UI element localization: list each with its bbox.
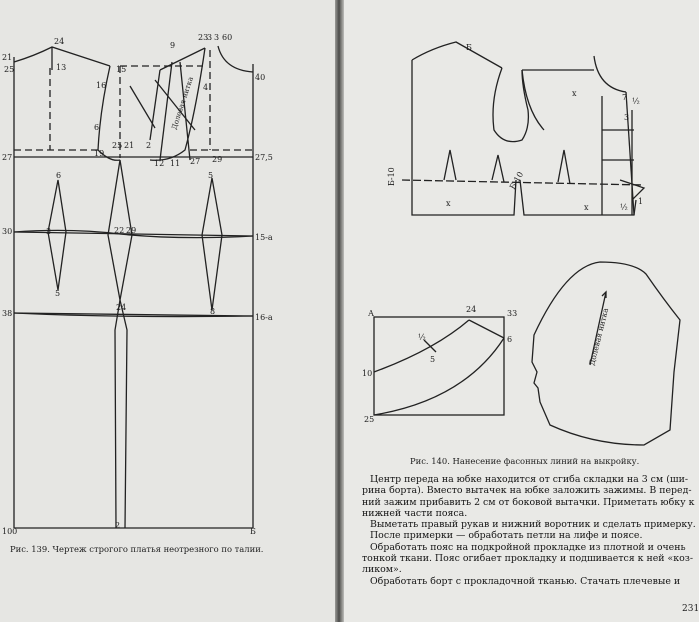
body-line-9: ликом». xyxy=(362,564,402,576)
label-b10b: Б-10 xyxy=(507,170,526,191)
label-29: 29 xyxy=(212,155,223,164)
label-275: 27,5 xyxy=(255,153,273,162)
label-25t: 25 xyxy=(4,65,15,74)
label-3r: 3 xyxy=(624,113,630,122)
body-line-5: Выметать правый рукав и нижний воротник и сделать примерку. xyxy=(370,519,696,531)
label-2b: 2 xyxy=(115,521,121,530)
label-b10: Б-10 xyxy=(387,167,396,186)
label-2: 2 xyxy=(146,141,152,150)
label-7: 7 xyxy=(622,93,628,102)
label-3b: 3 xyxy=(214,33,220,42)
label-38: 38 xyxy=(2,309,13,318)
label-4: 4 xyxy=(203,83,209,92)
label-3: 3 xyxy=(207,33,213,42)
figure-140-drawing xyxy=(344,0,699,455)
label-b: Б xyxy=(466,43,472,52)
label-a: А xyxy=(368,309,375,318)
label-13: 13 xyxy=(56,63,67,72)
body-line-1: Центр переда на юбке находится от сгиба складки на 3 см (ши- xyxy=(370,474,688,485)
body-line-7: Обработать пояс на подкройной прокладке из плотной и очень xyxy=(370,541,686,553)
label-24: 24 xyxy=(54,37,65,46)
label-25: 25 xyxy=(364,415,375,424)
grain-text-140: Долевая нитка xyxy=(587,307,611,367)
label-x1: х xyxy=(446,199,451,208)
label-24b: 24 xyxy=(116,303,127,312)
label-21b: 21 xyxy=(124,141,135,150)
label-40: 40 xyxy=(255,73,266,82)
label-3c: 3 xyxy=(46,227,52,236)
label-5: 5 xyxy=(208,171,214,180)
left-page xyxy=(0,0,335,622)
body-line-4: нижней части пояса. xyxy=(362,507,468,519)
label-6b: 6 xyxy=(56,171,62,180)
body-line-10: Обработать борт с прокладочной тканью. Стачать плечевые и xyxy=(370,575,681,587)
figure-139-drawing xyxy=(0,0,335,560)
label-6: 6 xyxy=(94,123,100,132)
book-gutter xyxy=(335,0,344,622)
label-23: 23 xyxy=(198,33,209,42)
label-15: 15 xyxy=(116,65,127,74)
label-frac: ½ xyxy=(418,333,426,342)
right-page xyxy=(344,0,699,622)
body-text xyxy=(362,474,698,587)
label-8: 8 xyxy=(210,307,216,316)
label-11: 11 xyxy=(170,159,181,168)
label-24: 24 xyxy=(466,305,477,314)
label-10: 10 xyxy=(362,369,373,378)
label-30: 30 xyxy=(2,227,13,236)
label-one: 1 xyxy=(638,197,644,206)
label-b: Б xyxy=(250,527,256,536)
page-number: 231 xyxy=(682,604,699,614)
label-165: 16-a xyxy=(255,313,273,322)
figure-139-caption: Рис. 139. Чертеж строгого платья неотрезного по талии. xyxy=(10,544,264,554)
label-25: 25 xyxy=(112,141,123,150)
label-12: 12 xyxy=(154,159,165,168)
label-29b: 29 xyxy=(126,226,137,235)
label-21: 21 xyxy=(2,53,13,62)
label-x3: х xyxy=(584,203,589,212)
label-5b: 5 xyxy=(55,289,61,298)
label-x2: х xyxy=(572,89,577,98)
body-line-8: тонкой ткани. Пояс огибает прокладку и подшивается к ней «коз- xyxy=(362,553,694,565)
body-line-3: ний зажим прибавить 2 см от боковой вытачки. Приметать юбку к xyxy=(362,496,695,508)
label-19: 19 xyxy=(94,149,105,158)
label-6: 6 xyxy=(507,335,513,344)
label-27: 27 xyxy=(190,157,201,166)
body-line-2: рина борта). Вместо вытачек на юбке заложить зажимы. В перед- xyxy=(362,485,692,497)
figure-140-caption: Рис. 140. Нанесение фасонных линий на выкройку. xyxy=(410,456,640,466)
label-9: 9 xyxy=(170,41,176,50)
label-100: 100 xyxy=(2,527,18,536)
grain-text-139: Долевая нитка xyxy=(170,75,195,131)
label-half2: ½ xyxy=(632,97,640,106)
label-33: 33 xyxy=(507,309,518,318)
label-16: 16 xyxy=(96,81,107,90)
label-60: 60 xyxy=(222,33,233,42)
label-5: 5 xyxy=(430,355,436,364)
label-27r: 27 xyxy=(2,153,13,162)
label-half: ½ xyxy=(620,203,628,212)
body-line-6: После примерки — обработать петли на лифе и поясе. xyxy=(370,530,643,542)
label-155: 15-a xyxy=(255,233,273,242)
label-22: 22 xyxy=(114,226,125,235)
